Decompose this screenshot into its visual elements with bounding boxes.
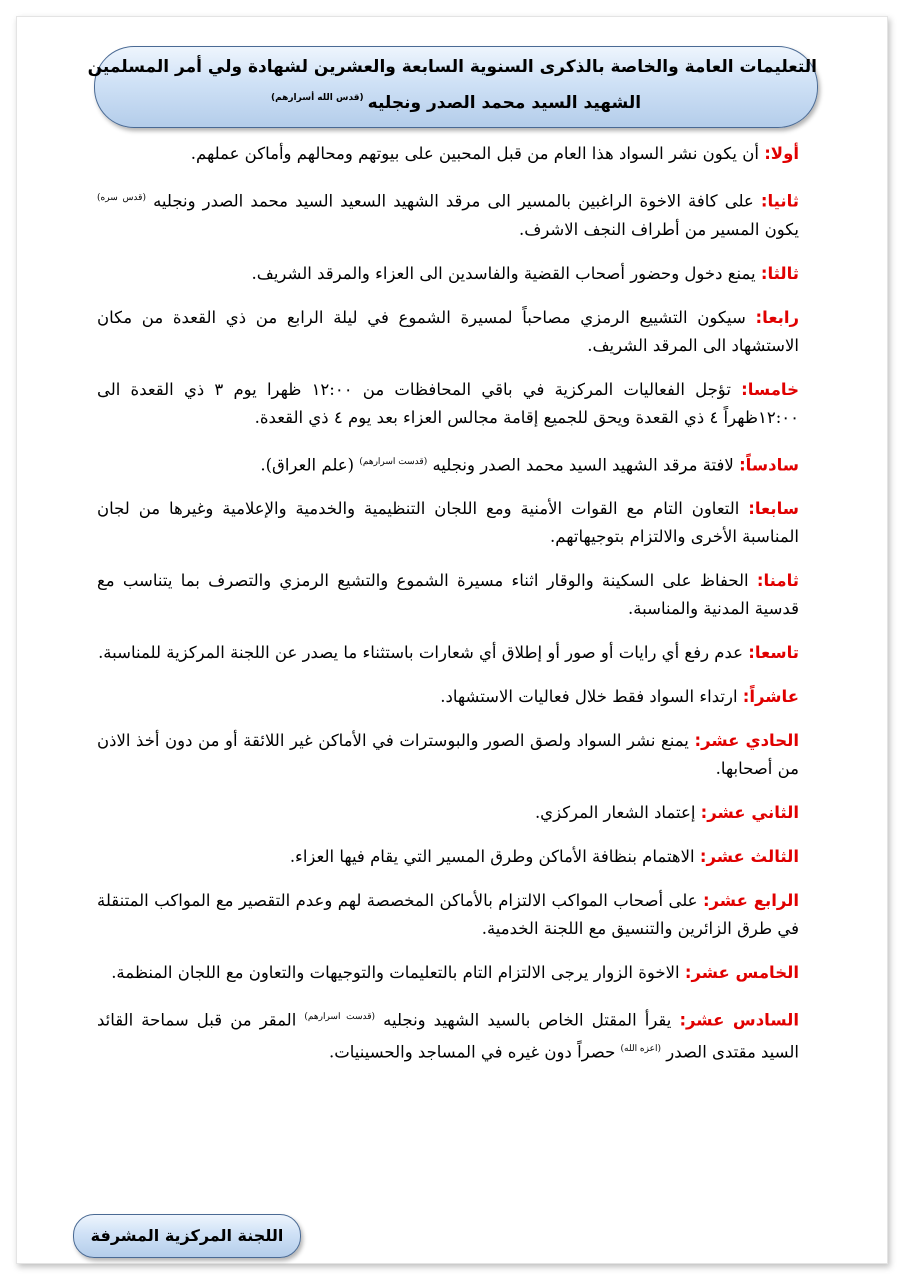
instruction-item xyxy=(97,184,799,244)
instruction-label: سابعا: xyxy=(748,499,799,518)
instruction-text: على أصحاب المواكب الالتزام بالأماكن المخصصة لهم وعدم التقصير مع المواكب المتنقلة في طرق الزائرين والتنسيق مع اللجنة الخدمية. xyxy=(97,891,799,938)
instruction-text: سيكون التشييع الرمزي مصاحباً لمسيرة الشموع في ليلة الرابع من ذي القعدة من مكان الاستشهاد الى المرقد الشريف. xyxy=(97,307,799,355)
instruction-item xyxy=(97,959,799,987)
instruction-label: رابعا: xyxy=(755,307,799,327)
instruction-label: أولا: xyxy=(764,144,799,163)
instruction-text: يمنع دخول وحضور أصحاب القضية والفاسدين الى العزاء والمرقد الشريف. xyxy=(251,263,761,283)
title-honorific: (قدس الله أسرارهم) xyxy=(270,93,364,103)
instruction-item xyxy=(97,304,799,360)
instruction-text: ارتداء السواد فقط خلال فعاليات الاستشهاد. xyxy=(440,687,743,706)
instruction-text: عدم رفع أي رايات أو صور أو إطلاق أي شعارات باستثناء ما يصدر عن اللجنة المركزية للمناسبة. xyxy=(98,643,749,662)
title-line-1: التعليمات العامة والخاصة بالذكرى السنوية السابعة والعشرين لشهادة ولي أمر المسلمين xyxy=(87,57,817,77)
title-line-2-text: الشهيد السيد محمد الصدر ونجليه xyxy=(367,93,642,113)
instruction-text: على كافة الاخوة الراغبين بالمسير الى مرقد الشهيد السعيد السيد محمد الصدر ونجليه xyxy=(145,191,761,211)
instruction-item xyxy=(97,843,799,871)
instruction-label: الثاني عشر: xyxy=(700,803,799,822)
instruction-text: لافتة مرقد الشهيد السيد محمد الصدر ونجليه xyxy=(427,455,740,474)
instruction-text: تؤجل الفعاليات المركزية في باقي المحافظات من ١٢:٠٠ ظهرا يوم ٣ ذي القعدة الى ١٢:٠٠ظهراً ٤ ذي القعدة ويحق للجميع إقامة مجالس العزاء بعد يوم ٤ ذي القعدة. xyxy=(97,379,799,427)
instruction-label: ثامنا: xyxy=(756,571,799,590)
instruction-text: التعاون التام مع القوات الأمنية ومع اللجان التنظيمية والخدمية والإعلامية وغيرها من لجان المناسبة الأخرى والالتزام بتوجيهاتهم. xyxy=(97,499,799,546)
instruction-label: خامسا: xyxy=(741,379,799,399)
instruction-text-continued: يكون المسير من أطراف النجف الاشرف. xyxy=(518,219,799,239)
instruction-item xyxy=(97,448,799,480)
honorific-note: (قدس سره) xyxy=(97,193,146,203)
instruction-item xyxy=(97,567,799,623)
honorific-note: (قدست اسرارهم) xyxy=(359,456,428,467)
instruction-label: الثالث عشر: xyxy=(699,847,799,866)
instruction-label: الحادي عشر: xyxy=(694,731,799,750)
instruction-text: أن يكون نشر السواد هذا العام من قبل المحبين على بيوتهم ومحالهم وأماكن عملهم. xyxy=(190,144,765,163)
instruction-label: الرابع عشر: xyxy=(702,891,800,910)
instruction-item xyxy=(97,376,799,432)
instructions-list xyxy=(97,140,799,1082)
title-line-2 xyxy=(95,93,817,113)
instruction-text: الاخوة الزوار يرجى الالتزام التام بالتعليمات والتوجيهات والتعاون مع اللجان المنظمة. xyxy=(111,963,685,982)
instruction-item xyxy=(97,140,799,168)
instruction-text: الحفاظ على السكينة والوقار اثناء مسيرة الشموع والتشيع الرمزي والتصرف بما يتناسب مع قدسية المدنية والمناسبة. xyxy=(97,571,799,618)
instruction-text: إعتماد الشعار المركزي. xyxy=(534,803,701,822)
instruction-item xyxy=(97,639,799,667)
instruction-item xyxy=(97,260,799,288)
instruction-item xyxy=(97,799,799,827)
instruction-item xyxy=(97,1003,799,1066)
instruction-item xyxy=(97,683,799,711)
instruction-label: ثالثا: xyxy=(760,263,799,283)
instruction-item xyxy=(97,495,799,551)
instruction-label: عاشراً: xyxy=(742,687,799,706)
instruction-label: سادساً: xyxy=(739,455,799,474)
instruction-item xyxy=(97,727,799,783)
title-banner xyxy=(87,46,818,128)
instruction-text-continued: حصراً دون غيره في المساجد والحسينيات. xyxy=(328,1042,621,1061)
honorific-note: (اعزه الله) xyxy=(620,1043,661,1054)
instruction-label: الخامس عشر: xyxy=(684,963,799,982)
instruction-text-continued: المقر من قبل سماحة القائد السيد مقتدى الصدر xyxy=(97,1010,799,1061)
instruction-text-continued: (علم العراق). xyxy=(260,455,360,474)
instruction-text: الاهتمام بنظافة الأماكن وطرق المسير التي يقام فيها العزاء. xyxy=(289,847,700,866)
instruction-text: يمنع نشر السواد ولصق الصور والبوسترات في الأماكن غير اللائقة أو من دون أخذ الاذن من أصحابها. xyxy=(97,731,799,778)
instruction-item xyxy=(97,887,799,943)
instruction-label: ثانيا: xyxy=(760,191,799,211)
signature-banner: اللجنة المركزية المشرفة xyxy=(73,1214,301,1258)
instruction-label: السادس عشر: xyxy=(679,1010,799,1030)
instruction-text: يقرأ المقتل الخاص بالسيد الشهيد ونجليه xyxy=(375,1010,680,1030)
instruction-label: تاسعا: xyxy=(748,643,799,662)
honorific-note: (قدست اسرارهم) xyxy=(304,1012,376,1022)
